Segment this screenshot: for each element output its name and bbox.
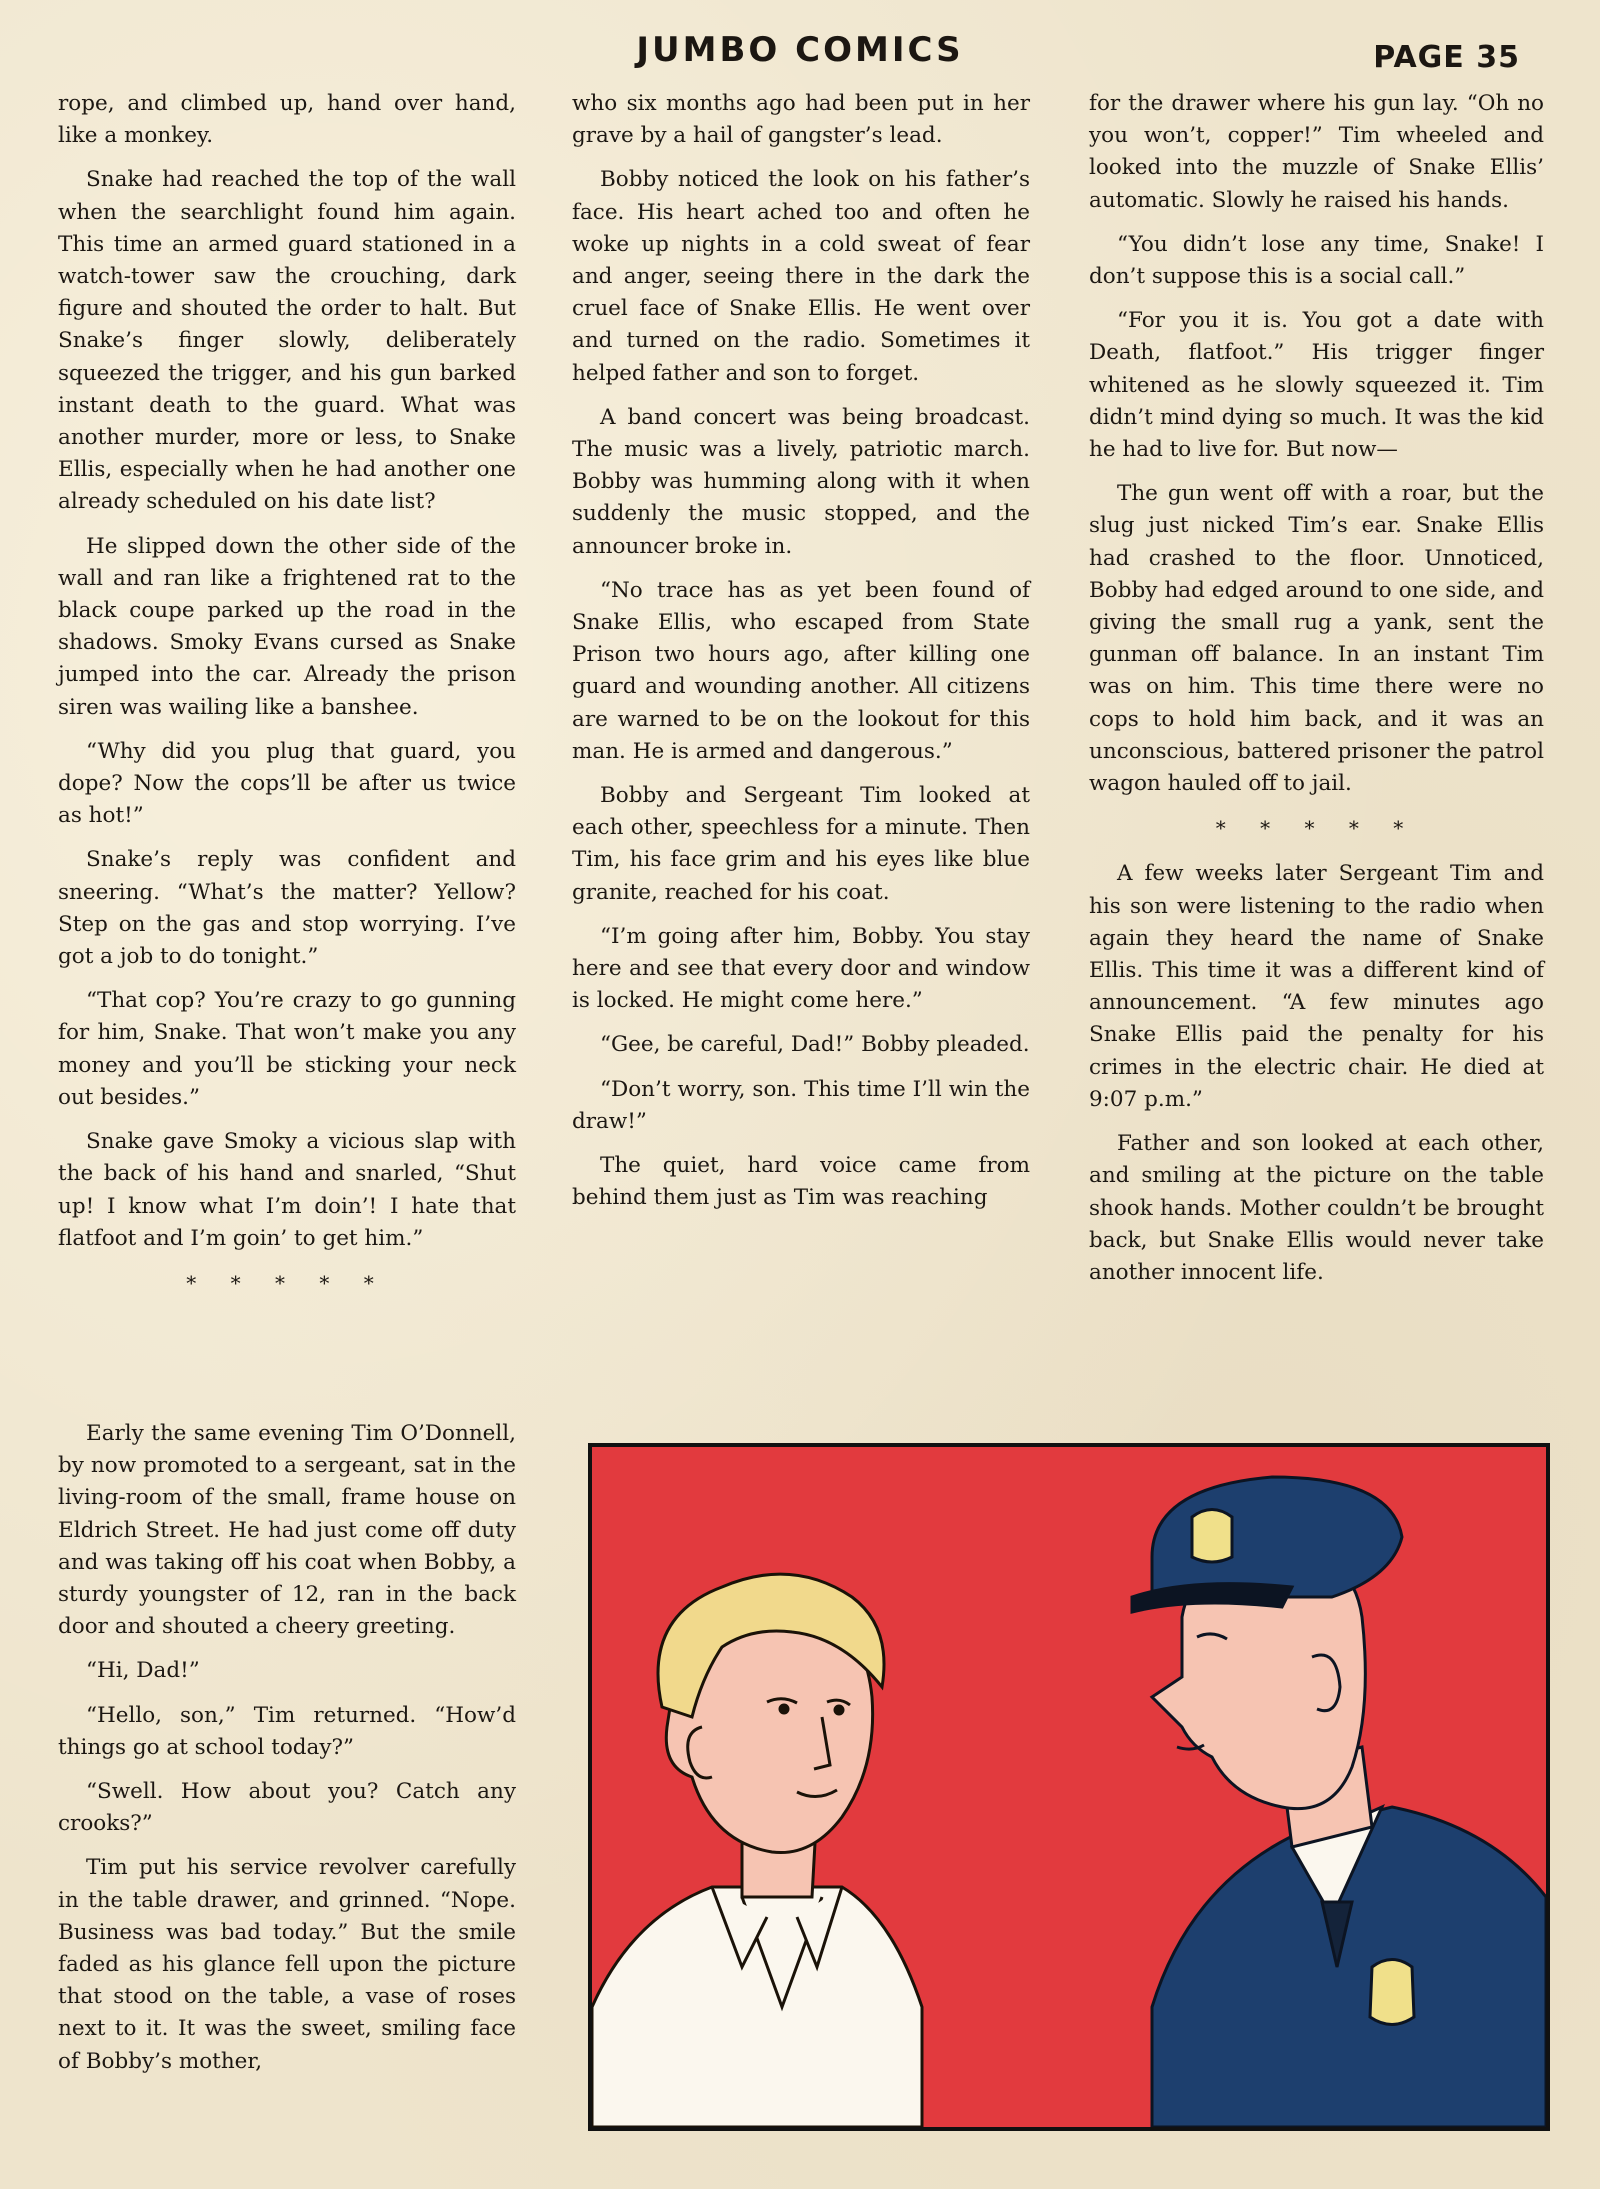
paragraph: Bobby and Sergeant Tim looked at each other, speechless for a minute. Then Tim, his face grim and his eyes like blue granite, reached for his coat.: [572, 783, 1030, 905]
paragraph: “Hi, Dad!”: [86, 1658, 200, 1684]
column-2: [572, 88, 1030, 1227]
paragraph: “Hello, son,” Tim returned. “How’d things go at school today?”: [58, 1702, 516, 1760]
paragraph: rope, and climbed up, hand over hand, like a monkey.: [58, 91, 516, 149]
column-1-bottom: [58, 1418, 516, 2090]
paragraph: “Don’t worry, son. This time I’ll win the draw!”: [572, 1076, 1030, 1134]
paragraph: “For you it is. You got a date with Death, flatfoot.” His trigger finger whitened as he slowly squeezed it. Tim didn’t mind dying so much. It was the kid he had to live for. But now—: [1089, 308, 1544, 463]
paragraph: Snake had reached the top of the wall when the searchlight found him again. This time an armed guard stationed in a watch-tower saw the crouching, dark figure and shouted the order to halt. But Snake’s finger slowly, deliberately squeezed the trigger, and his gun barked instant death to the guard. What was another murder, more or less, to Snake Ellis, especially when he had another one already scheduled on his date list?: [58, 167, 516, 515]
paragraph: “Why did you plug that guard, you dope? Now the cops’ll be after us twice as hot!”: [58, 738, 516, 829]
paragraph: A few weeks later Sergeant Tim and his son were listening to the radio when again they heard the name of Snake Ellis. This time it was a different kind of announcement. “A few minutes ago Snake Ellis paid the penalty for his crimes in the electric chair. He died at 9:07 p.m.”: [1089, 861, 1544, 1112]
illustration-panel: [588, 1443, 1550, 2131]
paragraph: Snake’s reply was confident and sneering. “What’s the matter? Yellow? Step on the gas and stop worrying. I’ve got a job to do tonight.”: [58, 847, 516, 970]
paragraph: Early the same evening Tim O’Donnell, by now promoted to a sergeant, sat in the living-room of the small, frame house on Eldrich Street. He had just come off duty and was taking off his coat when Bobby, a sturdy youngster of 12, ran in the back door and shouted a cheery greeting.: [58, 1421, 516, 1640]
paragraph: “Gee, be careful, Dad!” Bobby pleaded.: [600, 1032, 1030, 1058]
paragraph: “Swell. How about you? Catch any crooks?”: [58, 1779, 516, 1837]
paragraph: “That cop? You’re crazy to go gunning for him, Snake. That won’t make you any money and you’ll be sticking your neck out besides.”: [58, 988, 516, 1110]
paragraph: Bobby noticed the look on his father’s face. His heart ached too and often he woke up nights in a cold sweat of fear and anger, seeing there in the dark the cruel face of Snake Ellis. He went over and turned on the radio. Sometimes it helped father and son to forget.: [572, 167, 1030, 386]
paragraph: “I’m going after him, Bobby. You stay here and see that every door and window is locked. He might come here.”: [572, 923, 1030, 1014]
magazine-title: JUMBO COMICS: [636, 30, 964, 70]
column-3: [1089, 88, 1544, 1301]
page-number: PAGE 35: [1373, 40, 1520, 75]
paragraph: for the drawer where his gun lay. “Oh no you won’t, copper!” Tim wheeled and looked into the muzzle of Snake Ellis’ automatic. Slowly he raised his hands.: [1089, 91, 1544, 213]
paragraph: “You didn’t lose any time, Snake! I don’t suppose this is a social call.”: [1089, 231, 1544, 290]
paragraph: who six months ago had been put in her grave by a hail of gangster’s lead.: [572, 91, 1030, 149]
paragraph: The quiet, hard voice came from behind them just as Tim was reaching: [572, 1153, 1030, 1211]
section-separator: * * * * *: [1215, 816, 1418, 841]
paragraph: Father and son looked at each other, and smiling at the picture on the table shook hands. Mother couldn’t be brought back, but Snake Ellis would never take another innocent life.: [1089, 1131, 1544, 1285]
paragraph: He slipped down the other side of the wall and ran like a frightened rat to the black coupe parked up the road in the shadows. Smoky Evans cursed as Snake jumped into the car. Already the prison siren was wailing like a banshee.: [58, 533, 516, 720]
paragraph: “No trace has as yet been found of Snake Ellis, who escaped from State Prison two hours ago, after killing one guard and wounding another. All citizens are warned to be on the lookout for this man. He is armed and dangerous.”: [572, 577, 1030, 764]
section-separator: * * * * *: [186, 1270, 388, 1295]
paragraph: A band concert was being broadcast. The music was a lively, patriotic march. Bobby was humming along with it when suddenly the music stopped, and the announcer broke in.: [572, 404, 1030, 559]
paragraph: Snake gave Smoky a vicious slap with the back of his hand and snarled, “Shut up! I know what I’m doin’! I hate that flatfoot and I’m goin’ to get him.”: [58, 1129, 516, 1251]
paragraph: The gun went off with a roar, but the slug just nicked Tim’s ear. Snake Ellis had crashed to the floor. Unnoticed, Bobby had edged around to one side, and giving the small rug a yank, sent the gunman off balance. In an instant Tim was on him. This time there were no cops to hold him back, and it was an unconscious, battered prisoner the patrol wagon hauled off to jail.: [1089, 481, 1544, 797]
column-1-top: [58, 88, 516, 1313]
illustration-boy-and-policeman: [592, 1447, 1546, 2127]
paragraph: Tim put his service revolver carefully in the table drawer, and grinned. “Nope. Business was bad today.” But the smile faded as his glance fell upon the picture that stood on the table, a vase of roses next to it. It was the sweet, smiling face of Bobby’s mother,: [58, 1855, 516, 2074]
